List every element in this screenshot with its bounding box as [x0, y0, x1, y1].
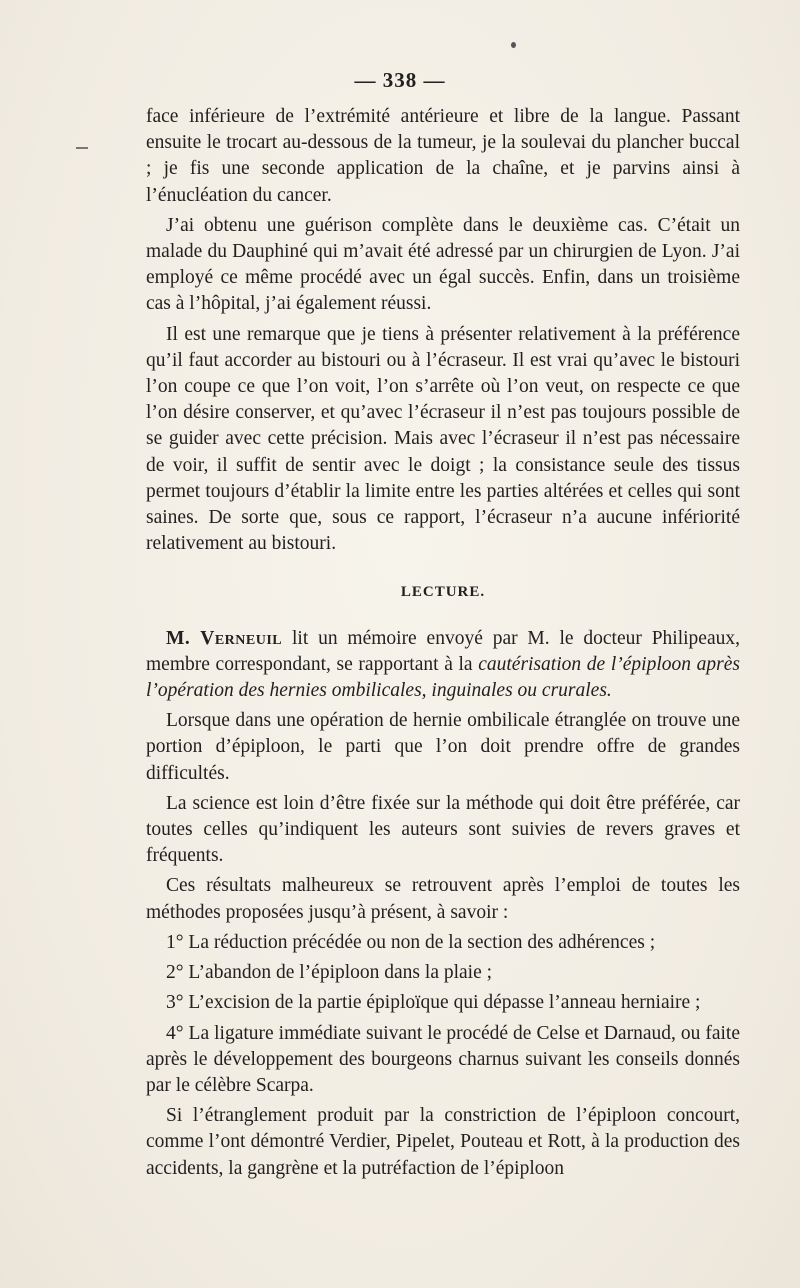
lecture-intro: lit un mémoire envoyé par M. le docteur Philipeaux, membre correspondant, se rapportant à la — [146, 627, 740, 675]
page-number: — 338 — — [354, 68, 446, 92]
list-item: 3° L’excision de la partie épiploïque qui dépasse l’anneau herniaire ; — [166, 992, 701, 1014]
paragraph: La science est loin d’être fixée sur la méthode qui doit être préférée, car toutes celles qu’indiquent les auteurs sont suivies de revers graves et fréquents. — [146, 792, 740, 867]
paragraph: Lorsque dans une opération de hernie ombilicale étranglée on trouve une portion d’épiploon, le parti que l’on doit prendre offre de grandes difficultés. — [146, 710, 740, 784]
paragraph: face inférieure de l’extrémité antérieure et libre de la langue. Passant ensuite le trocart au-dessous de la tumeur, je la soulevai du plancher buccal ; je fis une seconde application de la chaîne, et je parvins ainsi à l’énucléation du cancer. — [146, 106, 740, 206]
stray-dot — [511, 42, 516, 48]
paragraph: J’ai obtenu une guérison complète dans le deuxième cas. C’était un malade du Dauphiné qui m’avait été adressé par un chirurgien de Lyon. J’ai employé ce même procédé avec un égal succès. Enfin, dans un troisième cas à l’hôpital, j’ai également réussi. — [146, 214, 740, 315]
paragraph: Ces résultats malheureux se retrouvent après l’emploi de toutes les méthodes proposées jusqu’à présent, à savoir : — [146, 875, 740, 923]
paragraph: Il est une remarque que je tiens à présenter relativement à la préférence qu’il faut accorder au bistouri ou à l’écraseur. Il est vrai qu’avec le bistouri l’on coupe ce que l’on voit, l’on s’arrête où l’on veut, on respecte ce que l’on désire conserver, et qu’avec l’écraseur il n’est pas toujours possible de se guider avec cette précision. Mais avec l’écraseur il n’est pas nécessaire de voir, il suffit de sentir avec le doigt ; la consistance seule des tissus permet toujours d’établir la limite entre les parties altérées et celles qui sont saines. De sorte que, sous ce rapport, l’écraseur n’a aucune infériorité relativement au bistouri. — [146, 323, 740, 555]
paragraph: Si l’étranglement produit par la constriction de l’épiploon concourt, comme l’ont démontré Verdier, Pipelet, Pouteau et Rott, à la production des accidents, la gangrène et la putréfaction de l’épiploon — [146, 1105, 740, 1179]
list-item: 4° La ligature immédiate suivant le procédé de Celse et Darnaud, ou faite après le développement des bourgeons charnus suivant les conseils donnés par le célèbre Scarpa. — [146, 1022, 740, 1096]
list-item: 1° La réduction précédée ou non de la section des adhérences ; — [166, 931, 656, 953]
margin-dash — [76, 147, 88, 149]
speaker-name: M. Verneuil — [166, 627, 283, 649]
section-title: LECTURE. — [400, 584, 486, 601]
memoir-title: cautérisation de l’épiploon après l’opération des hernies ombilicales, inguinales ou crurales. — [146, 653, 740, 702]
list-item: 2° L’abandon de l’épiploon dans la plaie ; — [166, 962, 493, 984]
lecture-paragraph — [146, 626, 740, 705]
body-text — [146, 104, 740, 1186]
